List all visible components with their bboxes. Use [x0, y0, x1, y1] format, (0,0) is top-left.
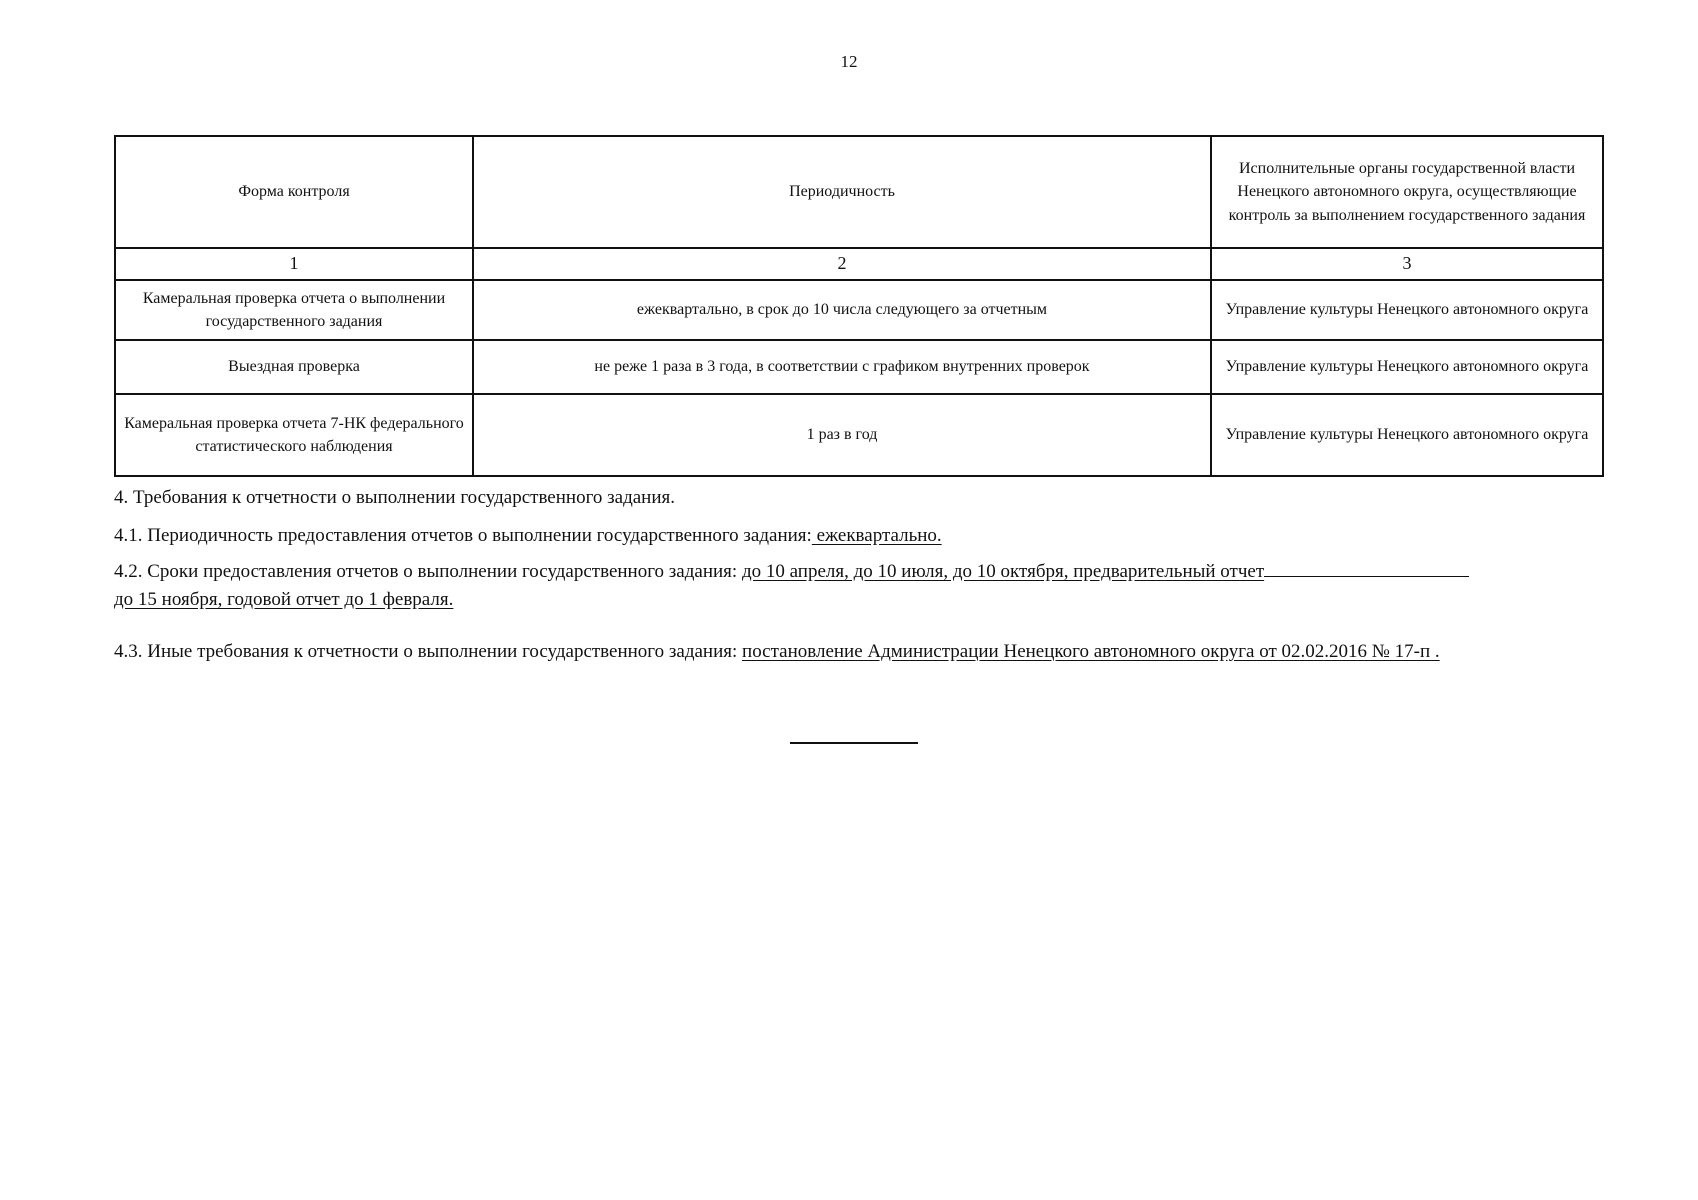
cell-authority: Управление культуры Ненецкого автономного округа [1211, 394, 1603, 476]
column-number: 1 [115, 248, 473, 280]
section-4-2-value-line1: до 10 апреля, до 10 июля, до 10 октября, предварительный отчет [741, 561, 1265, 582]
section-4-3 [114, 638, 1604, 666]
column-number: 2 [473, 248, 1211, 280]
column-number-row [115, 248, 1603, 280]
control-table [114, 135, 1604, 477]
section-4-1-value: ежеквартально. [811, 525, 942, 546]
cell-periodicity: 1 раз в год [473, 394, 1211, 476]
underline-fill [1264, 556, 1469, 577]
section-4-1-label: 4.1. Периодичность предоставления отчетов о выполнении государственного задания: [114, 525, 812, 546]
end-divider [790, 742, 918, 744]
cell-periodicity: не реже 1 раза в 3 года, в соответствии с графиком внутренних проверок [473, 340, 1211, 394]
cell-authority: Управление культуры Ненецкого автономного округа [1211, 280, 1603, 340]
table-row [115, 280, 1603, 340]
table-row [115, 394, 1603, 476]
cell-authority: Управление культуры Ненецкого автономного округа [1211, 340, 1603, 394]
section-4-2 [114, 556, 1604, 614]
cell-periodicity: ежеквартально, в срок до 10 числа следующего за отчетным [473, 280, 1211, 340]
cell-form: Камеральная проверка отчета 7-НК федерального статистического наблюдения [115, 394, 473, 476]
section-4-3-label: 4.3. Иные требования к отчетности о выполнении государственного задания: [114, 641, 743, 662]
header-periodicity: Периодичность [473, 136, 1211, 248]
column-number: 3 [1211, 248, 1603, 280]
header-authority: Исполнительные органы государственной власти Ненецкого автономного округа, осуществляющие контроль за выполнением государственного задания [1211, 136, 1603, 248]
cell-form: Выездная проверка [115, 340, 473, 394]
section-4-3-value: постановление Администрации Ненецкого автономного округа от 02.02.2016 № 17-п . [742, 641, 1440, 662]
section-4-2-value-line2: до 15 ноября, годовой отчет до 1 февраля. [114, 589, 454, 610]
header-form: Форма контроля [115, 136, 473, 248]
table-header-row [115, 136, 1603, 248]
cell-form: Камеральная проверка отчета о выполнении государственного задания [115, 280, 473, 340]
table-row [115, 340, 1603, 394]
section-4-1 [114, 522, 1604, 550]
page-number: 12 [840, 52, 858, 71]
section-4-title: 4. Требования к отчетности о выполнении государственного задания. [114, 487, 676, 508]
section-4-2-label: 4.2. Сроки предоставления отчетов о выполнении государственного задания: [114, 561, 742, 582]
